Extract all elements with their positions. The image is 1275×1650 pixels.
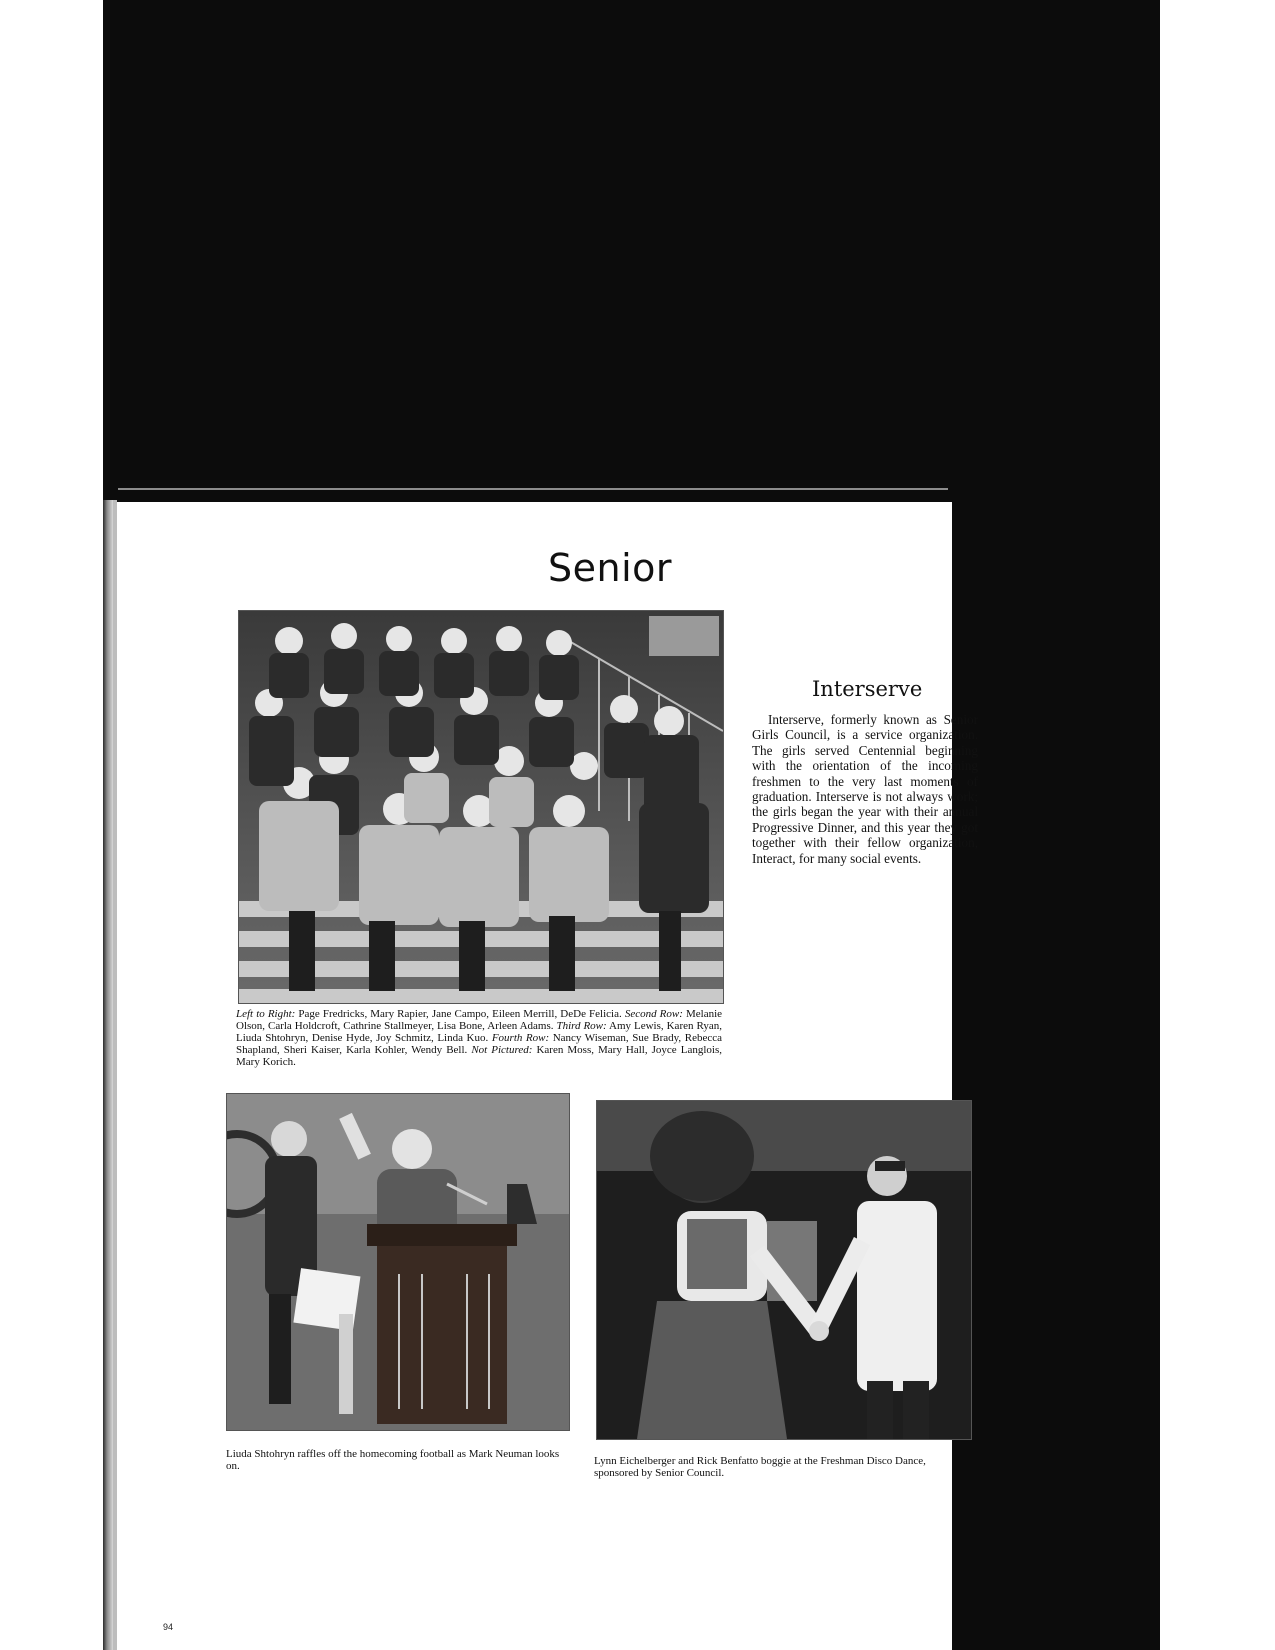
caption-label: Left to Right: [236, 1008, 296, 1020]
caption-names: Amy Lewis, Karen Ryan, Liuda Shtohryn, Denise Hyde, Joy Schmitz, Linda Kuo. [236, 1020, 722, 1044]
section-heading: Interserve [812, 677, 923, 701]
raffle-photo [226, 1093, 570, 1431]
caption-label: Fourth Row: [491, 1032, 550, 1044]
article-body: Interserve, formerly known as Senior Girls Council, is a service organization. The girls served Centennial beginning with the orientation of the incoming freshmen to the very last moments of graduation. Interserve is not always work; the girls began the year with their annual Progressive Dinner, and this year they got together with their fellow organization, Interact, for many social events. [752, 712, 978, 866]
caption-label: Second Row: [624, 1008, 683, 1020]
caption-names: Page Fredricks, Mary Rapier, Jane Campo, Eileen Merrill, DeDe Felicia. [295, 1008, 625, 1020]
scanner-background-right [952, 490, 1160, 1650]
caption-names: Nancy Wiseman, Sue Brady, Rebecca Shapland, Sheri Kaiser, Karla Kohler, Wendy Bell. [236, 1032, 722, 1056]
raffle-photo-caption: Liuda Shtohryn raffles off the homecoming football as Mark Neuman looks on. [226, 1448, 560, 1472]
dance-photo [596, 1100, 972, 1440]
scanner-background-top [103, 0, 1160, 502]
page-edge [113, 500, 117, 1650]
page-title: Senior [548, 546, 673, 590]
group-photo [238, 610, 724, 1004]
caption-names: Karen Moss, Mary Hall, Joyce Langlois, Mary Korich. [236, 1044, 722, 1068]
book-spine-shadow [103, 500, 113, 1650]
caption-label: Third Row: [556, 1020, 607, 1032]
group-photo-caption [236, 1008, 722, 1068]
caption-label: Not Pictured: [471, 1044, 533, 1056]
caption-names: Melanie Olson, Carla Holdcroft, Cathrine Stallmeyer, Lisa Bone, Arleen Adams. [236, 1008, 723, 1032]
page-top-edge [118, 488, 948, 490]
page-number: 94 [163, 1622, 174, 1632]
dance-photo-caption: Lynn Eichelberger and Rick Benfatto boggie at the Freshman Disco Dance, sponsored by Senior Council. [594, 1455, 926, 1479]
